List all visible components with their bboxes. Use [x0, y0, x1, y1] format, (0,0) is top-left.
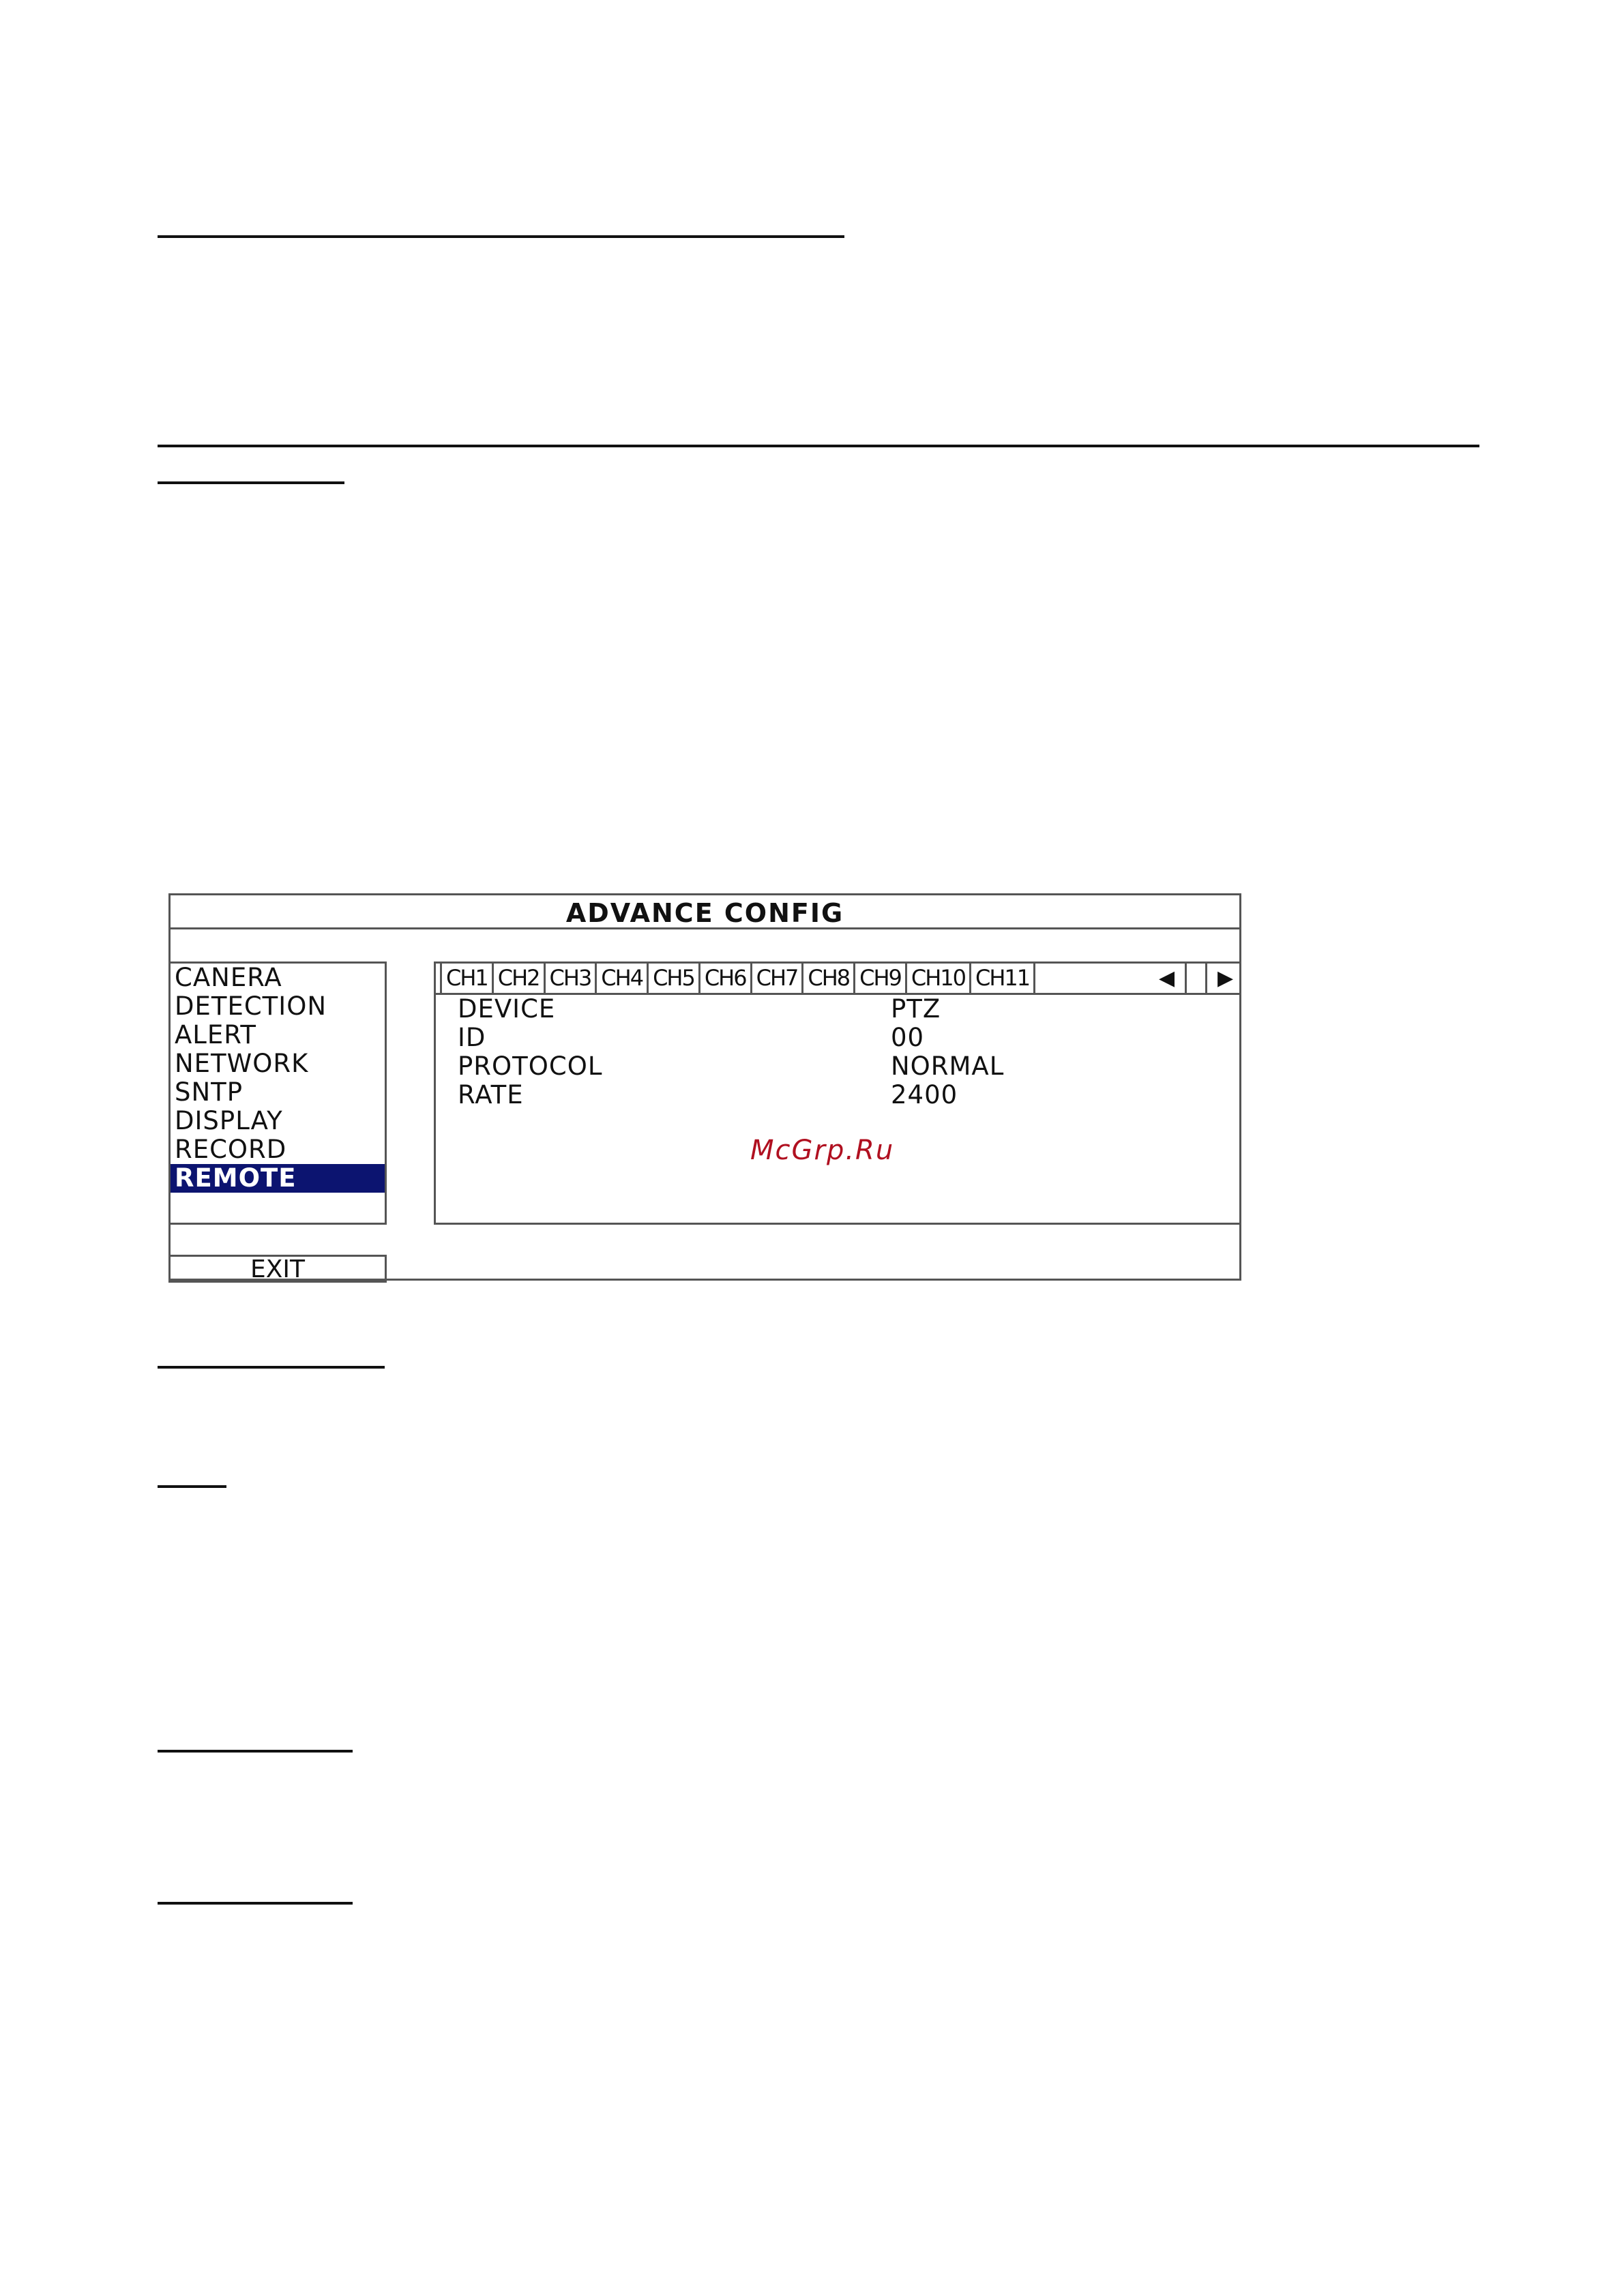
watermark-text: McGrp.Ru — [750, 1135, 895, 1166]
device-value[interactable]: PTZ — [891, 994, 941, 1024]
tab-ch3[interactable]: CH3 — [546, 964, 597, 993]
menu-item-network[interactable]: NETWORK — [175, 1049, 309, 1078]
rate-value[interactable]: 2400 — [891, 1080, 958, 1109]
heading-underline-2 — [158, 445, 1479, 447]
id-label: ID — [458, 1023, 486, 1052]
tab-ch6[interactable]: CH6 — [700, 964, 752, 993]
id-value[interactable]: 00 — [891, 1023, 925, 1052]
menu-item-alert[interactable]: ALERT — [175, 1020, 256, 1049]
tab-divider — [436, 993, 1239, 995]
tab-ch5[interactable]: CH5 — [649, 964, 700, 993]
tab-ch8[interactable]: CH8 — [803, 964, 855, 993]
remote-settings-pane — [434, 961, 1241, 1225]
heading-underline-7 — [158, 1902, 353, 1905]
heading-underline-5 — [158, 1485, 226, 1488]
channel-tabs — [440, 964, 1035, 993]
panel-title: ADVANCE CONFIG — [171, 895, 1239, 929]
heading-underline-6 — [158, 1750, 353, 1753]
advance-config-panel — [168, 893, 1241, 1281]
tab-ch11[interactable]: CH11 — [971, 964, 1035, 993]
prev-tab-arrow-icon[interactable]: ◀ — [1149, 964, 1187, 993]
exit-button[interactable]: EXIT — [168, 1255, 387, 1283]
config-menu — [168, 961, 387, 1225]
rate-label: RATE — [458, 1080, 524, 1109]
protocol-value[interactable]: NORMAL — [891, 1052, 1005, 1081]
heading-underline-4 — [158, 1366, 385, 1369]
menu-item-detection[interactable]: DETECTION — [175, 992, 327, 1021]
next-tab-arrow-icon[interactable]: ▶ — [1205, 964, 1243, 993]
menu-item-display[interactable]: DISPLAY — [175, 1106, 283, 1135]
menu-item-sntp[interactable]: SNTP — [175, 1077, 243, 1107]
menu-item-record[interactable]: RECORD — [175, 1135, 287, 1164]
tab-ch10[interactable]: CH10 — [907, 964, 971, 993]
protocol-label: PROTOCOL — [458, 1052, 603, 1081]
tab-ch1[interactable]: CH1 — [440, 964, 494, 993]
tab-ch9[interactable]: CH9 — [855, 964, 907, 993]
heading-underline-3 — [158, 481, 344, 484]
tab-ch7[interactable]: CH7 — [752, 964, 804, 993]
tab-ch4[interactable]: CH4 — [597, 964, 649, 993]
menu-item-camera[interactable]: CANERA — [175, 963, 282, 992]
tab-ch2[interactable]: CH2 — [494, 964, 546, 993]
device-label: DEVICE — [458, 994, 556, 1024]
menu-item-remote[interactable]: REMOTE — [171, 1164, 385, 1193]
heading-underline-1 — [158, 235, 844, 238]
